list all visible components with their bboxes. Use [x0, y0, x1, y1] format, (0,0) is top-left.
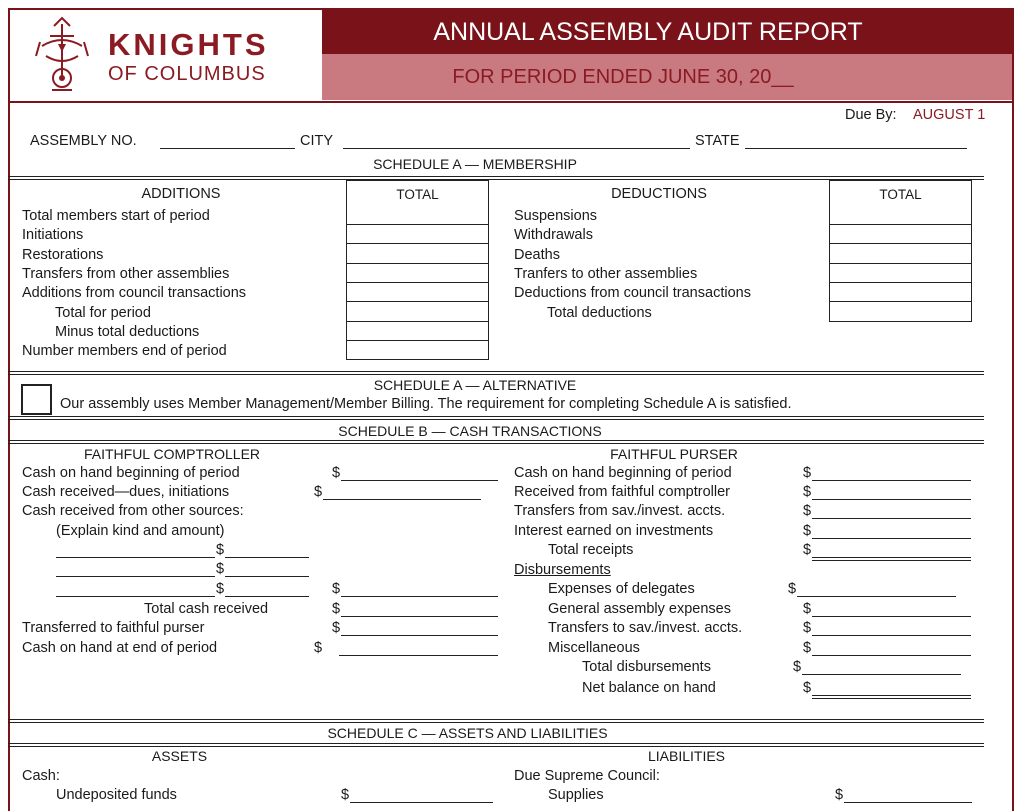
other-source-amount-field[interactable]: [225, 596, 309, 597]
purser-total-disbursements-label: Total disbursements: [582, 659, 711, 675]
other-source-dollar: $: [216, 561, 225, 578]
assets-heading: ASSETS: [151, 748, 208, 764]
state-field[interactable]: [745, 148, 967, 149]
other-source-kind-field[interactable]: [56, 596, 215, 597]
purser-transfers-from-dollar: $: [803, 503, 812, 519]
purser-transfers-from-field[interactable]: [812, 518, 971, 519]
city-field[interactable]: [343, 148, 690, 149]
comptroller-explain-label: (Explain kind and amount): [56, 523, 225, 539]
purser-expenses-delegates-field[interactable]: [797, 596, 956, 597]
comptroller-heading: FAITHFUL COMPTROLLER: [83, 446, 261, 462]
purser-misc-dollar: $: [803, 640, 812, 656]
deductions-row-label: Withdrawals: [514, 227, 593, 244]
deductions-heading: DEDUCTIONS: [611, 186, 707, 202]
purser-cash-start-field[interactable]: [812, 480, 971, 481]
additions-total-cell[interactable]: [346, 263, 489, 264]
liabilities-heading: LIABILITIES: [647, 748, 726, 764]
additions-row-label: Transfers from other assemblies: [22, 265, 230, 282]
purser-transfers-from-label: Transfers from sav./invest. accts.: [514, 503, 726, 519]
deductions-row-label: Suspensions: [514, 208, 598, 224]
additions-row-label: Total members start of period: [22, 208, 210, 224]
due-supreme-label: Due Supreme Council:: [514, 768, 660, 784]
purser-received-comptroller-field[interactable]: [812, 499, 971, 500]
purser-net-balance-double-rule: [812, 698, 971, 699]
comptroller-total-received-label: Total cash received: [144, 601, 269, 617]
due-by-value: AUGUST 1: [913, 107, 986, 123]
org-name-line1: KNIGHTS: [108, 27, 269, 62]
purser-expenses-delegates-label: Expenses of delegates: [548, 581, 695, 597]
due-by-label: Due By:: [845, 107, 897, 123]
comptroller-transferred-field[interactable]: [341, 635, 498, 636]
additions-row-label: Additions from council transactions: [22, 285, 247, 302]
purser-net-balance-dollar: $: [803, 680, 812, 696]
alternative-statement: Our assembly uses Member Management/Member Billing. The requirement for completing Schedule A is satisfied.: [60, 396, 792, 412]
additions-total-cell[interactable]: [346, 243, 489, 244]
period-text: FOR PERIOD ENDED JUNE 30, 20__: [452, 66, 794, 88]
purser-interest-dollar: $: [803, 523, 812, 539]
deductions-total-cell[interactable]: [829, 243, 972, 244]
additions-total-column: [346, 180, 489, 360]
comptroller-total-received-field[interactable]: [341, 616, 498, 617]
purser-received-comptroller-dollar: $: [803, 484, 812, 500]
schedule-b-title: SCHEDULE B — CASH TRANSACTIONS: [338, 423, 602, 439]
purser-transfers-to-dollar: $: [803, 620, 812, 636]
purser-general-expenses-field[interactable]: [812, 616, 971, 617]
state-label: STATE: [695, 133, 740, 149]
undeposited-field[interactable]: [350, 802, 493, 803]
purser-heading: FAITHFUL PURSER: [610, 446, 738, 462]
additions-total-cell[interactable]: [346, 340, 489, 341]
undeposited-dollar: $: [341, 787, 350, 803]
purser-total-receipts-dollar: $: [803, 542, 812, 558]
purser-general-expenses-label: General assembly expenses: [548, 601, 731, 617]
other-source-dollar: $: [216, 580, 225, 597]
schedule-a-title: SCHEDULE A — MEMBERSHIP: [373, 156, 577, 172]
deductions-row-label: Deductions from council transactions: [514, 285, 751, 302]
other-source-dollar: $: [216, 542, 225, 558]
purser-cash-start-dollar: $: [803, 465, 812, 481]
purser-total-receipts-label: Total receipts: [548, 542, 634, 558]
additions-row-label: Number members end of period: [22, 343, 227, 360]
schedule-a-alt-title: SCHEDULE A — ALTERNATIVE: [373, 377, 577, 393]
purser-transfers-to-field[interactable]: [812, 635, 971, 636]
comptroller-cash-end-dollar: $: [314, 640, 323, 656]
deductions-total-heading: TOTAL: [879, 187, 922, 202]
purser-cash-start-label: Cash on hand beginning of period: [514, 465, 732, 481]
comptroller-cash-dues-dollar: $: [314, 484, 323, 500]
purser-general-expenses-dollar: $: [803, 601, 812, 617]
comptroller-cash-start-label: Cash on hand beginning of period: [22, 465, 240, 481]
other-source-amount-field[interactable]: [225, 557, 309, 558]
additions-row-label: Initiations: [22, 227, 84, 244]
comptroller-other-total-field[interactable]: [341, 596, 498, 597]
purser-total-receipts-field[interactable]: [812, 557, 971, 558]
additions-total-cell[interactable]: [346, 359, 489, 360]
other-source-amount-field[interactable]: [225, 576, 309, 577]
additions-row-label: Minus total deductions: [55, 323, 200, 340]
deductions-total-cell[interactable]: [829, 224, 972, 225]
purser-interest-label: Interest earned on investments: [514, 523, 714, 539]
comptroller-cash-end-label: Cash on hand at end of period: [22, 640, 218, 656]
schedule-c-title: SCHEDULE C — ASSETS AND LIABILITIES: [327, 725, 608, 741]
comptroller-transferred-dollar: $: [332, 620, 341, 636]
undeposited-funds-label: Undeposited funds: [56, 787, 177, 803]
additions-total-heading: TOTAL: [396, 187, 439, 202]
comptroller-cash-dues-label: Cash received—dues, initiations: [22, 484, 230, 500]
purser-total-disbursements-field[interactable]: [802, 674, 961, 675]
additions-total-cell[interactable]: [346, 321, 489, 322]
alternative-checkbox[interactable]: [21, 384, 52, 415]
comptroller-transferred-label: Transferred to faithful purser: [22, 620, 205, 636]
deductions-total-cell[interactable]: [829, 282, 972, 283]
additions-row-label: Total for period: [55, 304, 151, 321]
purser-net-balance-label: Net balance on hand: [582, 680, 716, 696]
additions-total-cell[interactable]: [346, 282, 489, 283]
purser-transfers-to-label: Transfers to sav./invest. accts.: [548, 620, 743, 636]
comptroller-other-total-dollar: $: [332, 581, 341, 597]
comptroller-cash-end-field[interactable]: [339, 655, 498, 656]
comptroller-cash-other-label: Cash received from other sources:: [22, 503, 244, 519]
deductions-total-cell[interactable]: [829, 301, 972, 302]
deductions-row-label: Tranfers to other assemblies: [514, 265, 698, 282]
purser-received-comptroller-label: Received from faithful comptroller: [514, 484, 730, 500]
other-source-kind-field[interactable]: [56, 576, 215, 577]
purser-interest-field[interactable]: [812, 538, 971, 539]
additions-total-cell[interactable]: [346, 301, 489, 302]
deductions-row-label: Total deductions: [547, 304, 652, 321]
city-label: CITY: [300, 133, 334, 149]
comptroller-cash-dues-field[interactable]: [323, 499, 481, 500]
additions-heading: ADDITIONS: [141, 186, 221, 202]
purser-disbursements-label: Disbursements: [514, 562, 611, 578]
additions-row-label: Restorations: [22, 246, 104, 263]
additions-total-cell[interactable]: [346, 224, 489, 225]
assembly-no-field[interactable]: [160, 148, 295, 149]
report-title: ANNUAL ASSEMBLY AUDIT REPORT: [433, 18, 863, 46]
cash-label: Cash:: [22, 768, 60, 784]
purser-expenses-delegates-dollar: $: [788, 581, 797, 597]
other-source-kind-field[interactable]: [56, 557, 215, 558]
supplies-field[interactable]: [844, 802, 972, 803]
org-name-line2: OF COLUMBUS: [108, 63, 266, 85]
supplies-label: Supplies: [548, 787, 604, 803]
purser-misc-label: Miscellaneous: [548, 640, 640, 656]
purser-misc-field[interactable]: [812, 655, 971, 656]
deductions-row-label: Deaths: [514, 246, 560, 263]
comptroller-cash-start-field[interactable]: [341, 480, 498, 481]
purser-total-receipts-double-rule: [812, 560, 971, 561]
purser-net-balance-field[interactable]: [812, 695, 971, 696]
comptroller-cash-start-dollar: $: [332, 465, 341, 481]
comptroller-total-received-dollar: $: [332, 601, 341, 617]
assembly-no-label: ASSEMBLY NO.: [30, 133, 137, 149]
deductions-total-cell[interactable]: [829, 321, 972, 322]
deductions-total-cell[interactable]: [829, 263, 972, 264]
purser-total-disbursements-dollar: $: [793, 659, 802, 675]
supplies-dollar: $: [835, 787, 844, 803]
